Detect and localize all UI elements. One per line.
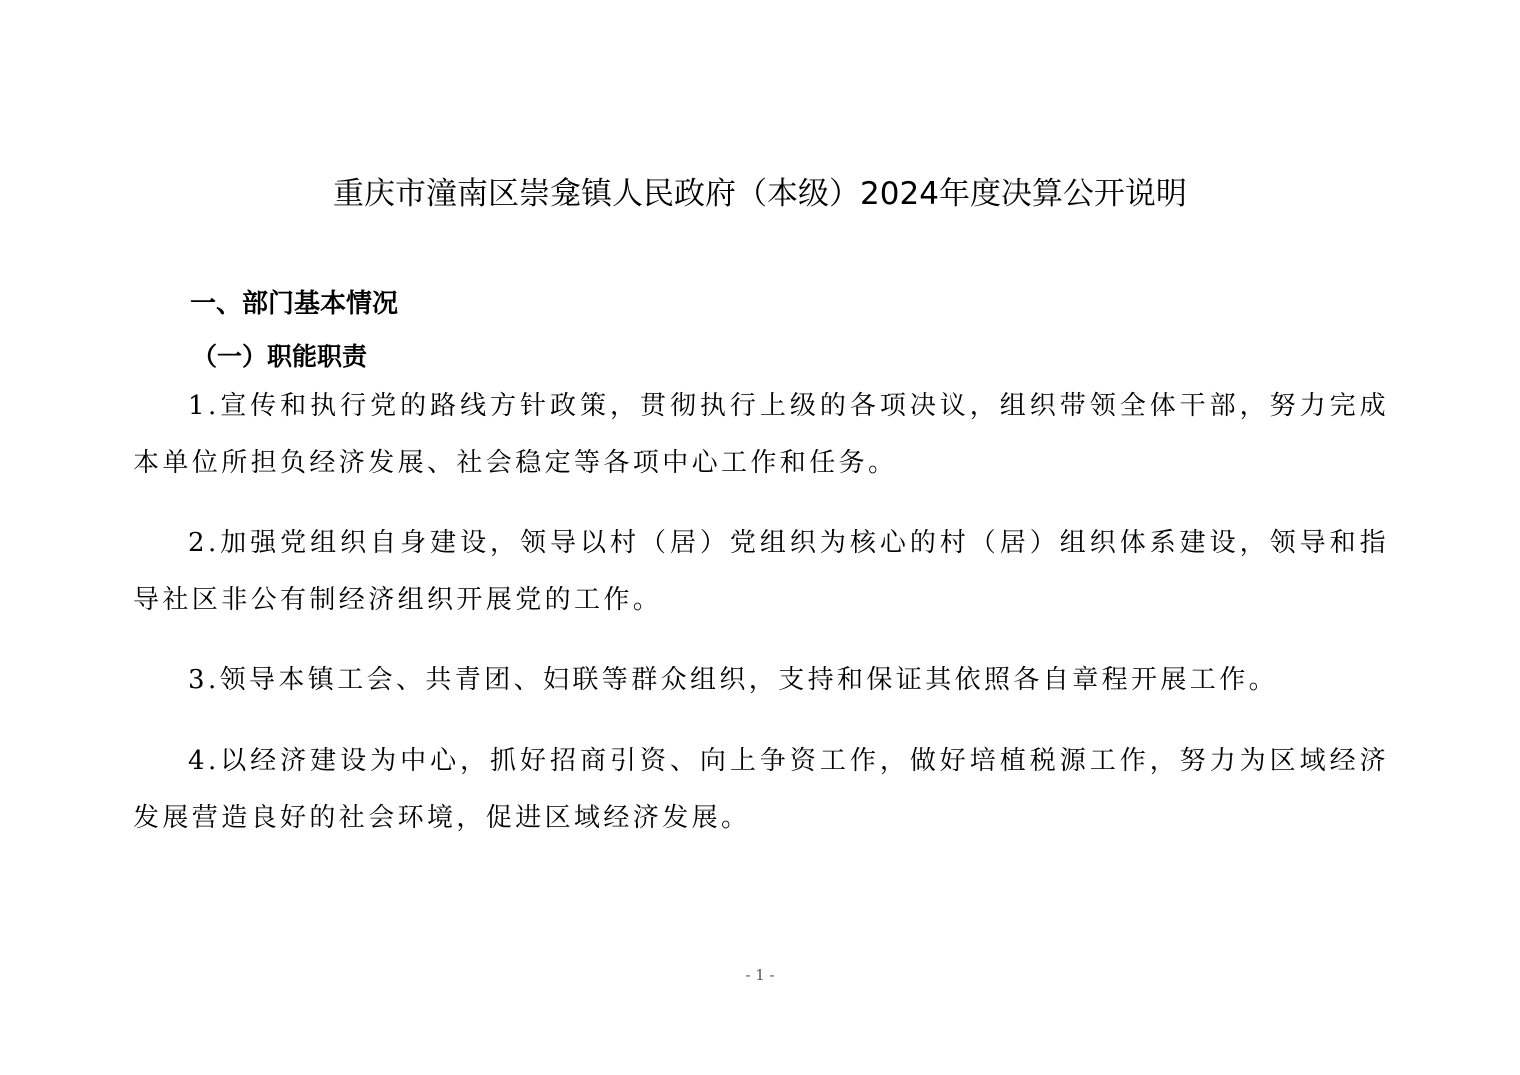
sub-heading: （一）职能职责	[192, 342, 368, 371]
paragraph-3: 3.领导本镇工会、共青团、妇联等群众组织，支持和保证其依照各自章程开展工作。	[188, 665, 1279, 695]
document-title: 重庆市潼南区崇龛镇人民政府（本级）2024年度决算公开说明	[333, 176, 1187, 212]
section-heading: 一、部门基本情况	[190, 289, 399, 319]
paragraph-1: 1.宣传和执行党的路线方针政策，贯彻执行上级的各项决议，组织带领全体干部，努力完成本单位所担负经济发展、社会稳定等各项中心工作和任务。	[133, 391, 1389, 478]
page-number: - 1 -	[745, 966, 775, 984]
paragraph-2: 2.加强党组织自身建设，领导以村（居）党组织为核心的村（居）组织体系建设，领导和指导社区非公有制经济组织开展党的工作。	[133, 528, 1389, 615]
paragraph-4: 4.以经济建设为中心，抓好招商引资、向上争资工作，做好培植税源工作，努力为区域经济发展营造良好的社会环境，促进区域经济发展。	[133, 746, 1389, 833]
